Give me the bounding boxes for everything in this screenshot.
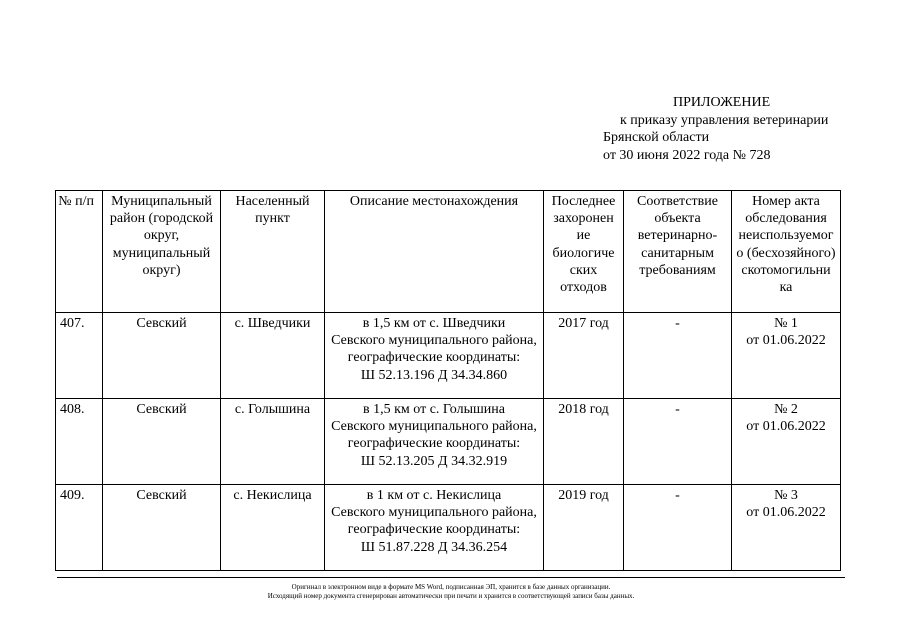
row-compliance: -: [624, 399, 732, 485]
row-district: Севский: [103, 485, 221, 571]
act-date: от 01.06.2022: [746, 505, 826, 521]
row-last-burial: 2019 год: [544, 485, 624, 571]
location-coordinates: Ш 52.13.196 Д 34.34.860: [360, 367, 508, 383]
table-header-row: [56, 191, 841, 313]
row-num: 409.: [56, 485, 103, 571]
row-act: [732, 399, 841, 485]
location-coordinates: Ш 51.87.228 Д 34.36.254: [360, 539, 508, 555]
row-district: Севский: [103, 313, 221, 399]
row-num: 408.: [56, 399, 103, 485]
row-location: [325, 399, 544, 485]
footer-number-note: Исходящий номер документа сгенерирован автоматически при печати и хранится в соответствующей записи базы данных.: [267, 592, 635, 600]
footer-original-note: Оригинал в электронном виде в формате MS Word, подписанная ЭП, хранится в базе данных организации.: [291, 583, 611, 591]
location-distance: в 1,5 км от с. Шведчики: [362, 316, 506, 331]
header-num: № п/п: [56, 191, 103, 313]
header-district: Муниципальный район (городской округ, муниципальный округ): [103, 191, 221, 313]
location-distance: в 1 км от с. Некислица: [366, 488, 502, 503]
header-last-burial: Последнее захоронен ие биологиче ских отходов: [544, 191, 624, 313]
location-description: Севского муниципального района, географические координаты:: [331, 333, 537, 366]
appendix-order-date: от 30 июня 2022 года № 728: [603, 147, 771, 163]
row-act: [732, 313, 841, 399]
act-number: № 2: [774, 402, 798, 417]
act-number: № 3: [774, 488, 798, 503]
act-date: от 01.06.2022: [746, 333, 826, 349]
row-settlement: с. Шведчики: [221, 313, 325, 399]
table-row: [56, 313, 841, 399]
row-last-burial: 2018 год: [544, 399, 624, 485]
location-description: Севского муниципального района, географические координаты:: [331, 505, 537, 538]
appendix-title: ПРИЛОЖЕНИЕ: [673, 95, 771, 110]
row-last-burial: 2017 год: [544, 313, 624, 399]
appendix-header: [603, 94, 828, 164]
appendix-order-ref: к приказу управления ветеринарии: [620, 112, 829, 128]
header-compliance: Соответствие объекта ветеринарно-санитарным требованиям: [624, 191, 732, 313]
header-settlement: Населенный пункт: [221, 191, 325, 313]
location-distance: в 1,5 км от с. Голышина: [363, 402, 505, 417]
appendix-region: Брянской области: [603, 130, 710, 145]
row-act: [732, 485, 841, 571]
location-coordinates: Ш 52.13.205 Д 34.32.919: [360, 453, 508, 469]
header-act: Номер акта обследования неиспользуемог о (бесхозяйного) скотомогильни ка: [732, 191, 841, 313]
table-row: [56, 399, 841, 485]
location-description: Севского муниципального района, географические координаты:: [331, 419, 537, 452]
row-district: Севский: [103, 399, 221, 485]
row-settlement: с. Голышина: [221, 399, 325, 485]
act-date: от 01.06.2022: [746, 419, 826, 435]
row-compliance: -: [624, 485, 732, 571]
header-location: Описание местонахождения: [325, 191, 544, 313]
row-num: 407.: [56, 313, 103, 399]
footer-divider: [57, 577, 845, 578]
row-settlement: с. Некислица: [221, 485, 325, 571]
act-number: № 1: [774, 316, 798, 331]
table-row: [56, 485, 841, 571]
row-location: [325, 485, 544, 571]
burial-sites-table: [55, 190, 841, 571]
row-location: [325, 313, 544, 399]
row-compliance: -: [624, 313, 732, 399]
